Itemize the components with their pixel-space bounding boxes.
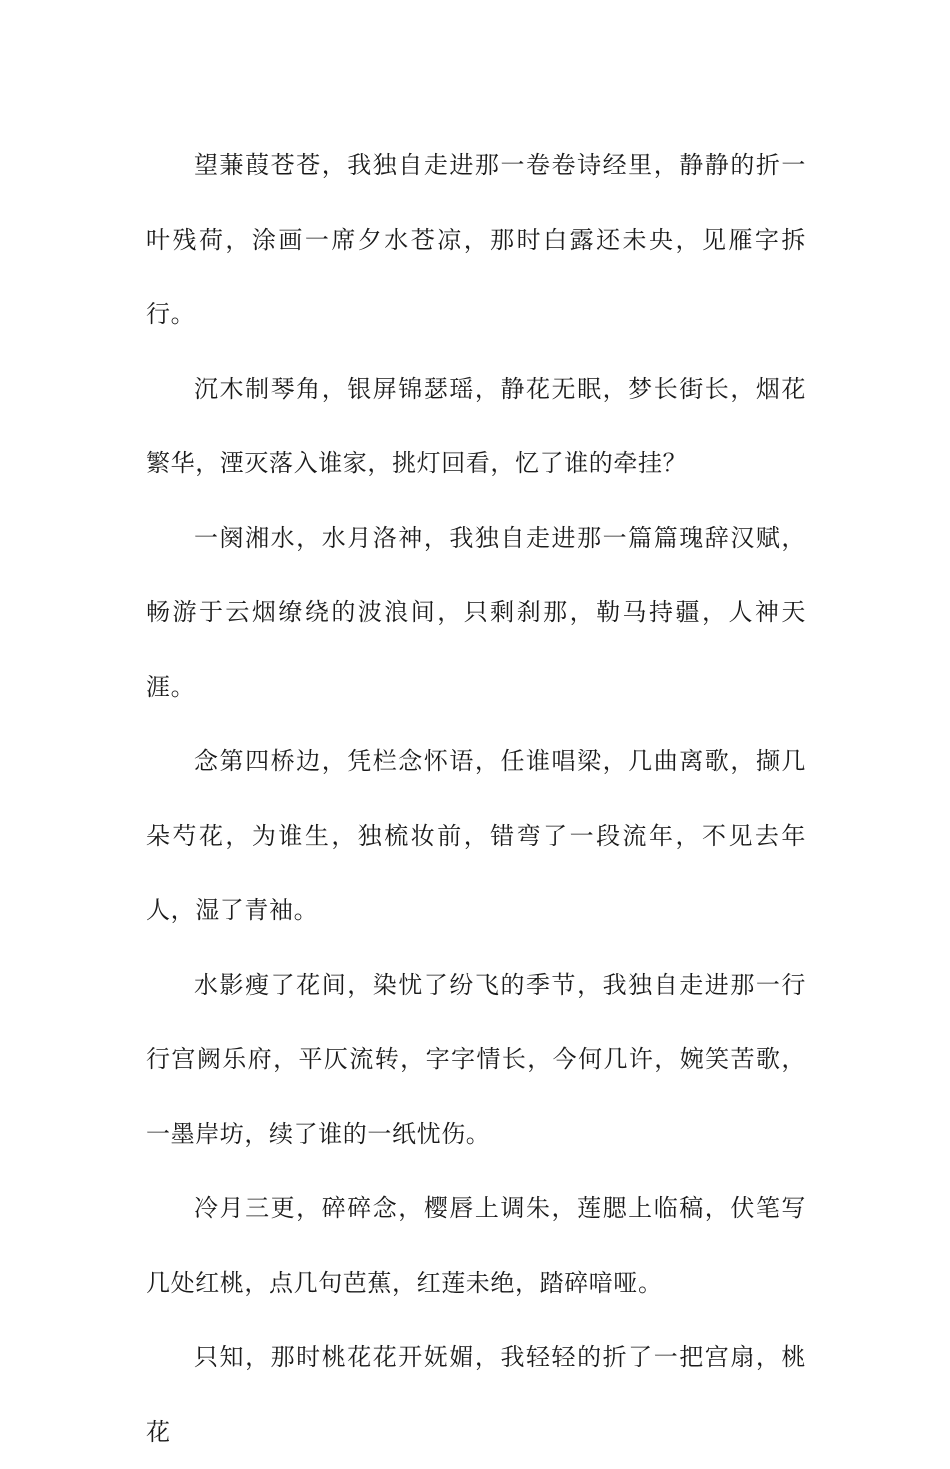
paragraph-1: 望蒹葭苍苍，我独自走进那一卷卷诗经里，静静的折一叶残荷，涂画一席夕水苍凉，那时白露还未央，见雁字拆行。 [146, 151, 806, 328]
paragraph-5: 水影瘦了花间，染忧了纷飞的季节，我独自走进那一行行宫阙乐府，平仄流转，字字情长，今何几许，婉笑苦歌，一墨岸坊，续了谁的一纸忧伤。 [146, 970, 806, 1148]
document-body [146, 128, 806, 1469]
paragraph-2: 沉木制琴角，银屏锦瑟瑶，静花无眠，梦长街长，烟花繁华，湮灭落入谁家，挑灯回看，忆了谁的牵挂？ [146, 374, 806, 477]
paragraph-3: 一阕湘水，水月洛神，我独自走进那一篇篇瑰辞汉赋，畅游于云烟缭绕的波浪间，只剩刹那，勒马持疆，人神天涯。 [146, 523, 806, 701]
paragraph-7: 只知，那时桃花花开妩媚，我轻轻的折了一把宫扇，桃花 [146, 1343, 806, 1446]
paragraph-6: 冷月三更，碎碎念，樱唇上调朱，莲腮上临稿，伏笔写几处红桃，点几句芭蕉，红莲未绝，踏碎喑哑。 [146, 1194, 806, 1297]
paragraph-4: 念第四桥边，凭栏念怀语，任谁唱梁，几曲离歌，撷几朵芍花，为谁生，独梳妆前，错弯了一段流年，不见去年人，湿了青袖。 [146, 747, 806, 924]
